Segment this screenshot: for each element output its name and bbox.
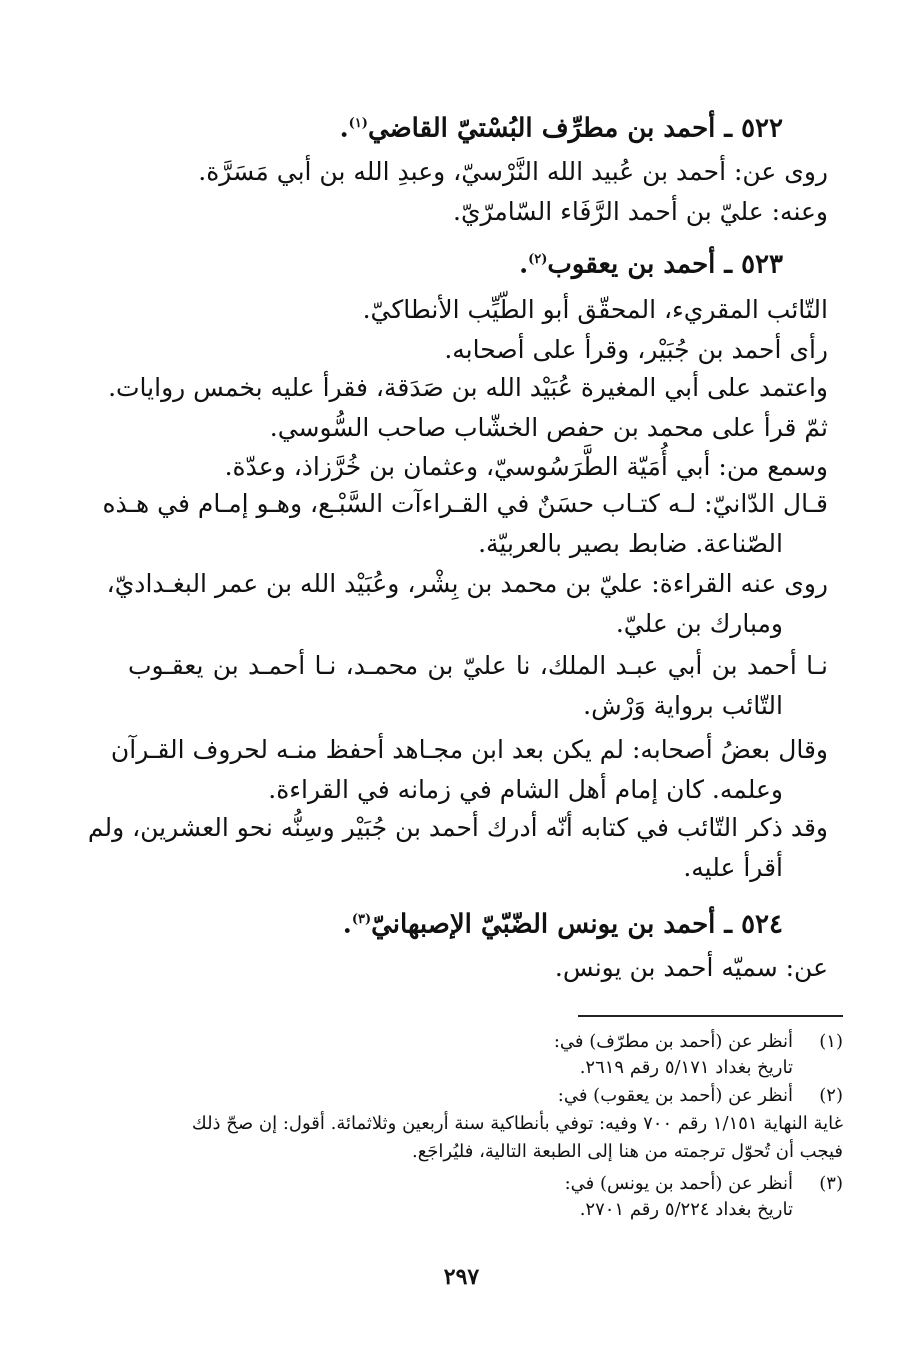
entry-heading-524: ٥٢٤ ـ أحمد بن يونس الضّبّيّ الإصبهانيّ$^{(٣)}$. [342,909,783,940]
footnote-line: تاريخ بغداد ٥/٢٢٤ رقم ٢٧٠١. [579,1199,793,1220]
entry-line: قـال الدّانيّ: لـه كتـاب حسَنٌ في القـراءآت السَّبْـع، وهـو إمـام في هـذه [102,489,828,518]
footnote-line: غاية النهاية ١/١٥١ رقم ٧٠٠ وفيه: توفي بأنطاكية سنة أربعين وثلاثمائة. أقول: إن صحّ ذلك [191,1113,843,1134]
entry-line: عن: سميّه أحمد بن يونس. [554,953,828,982]
entry-line: التّائب برواية وَرْش. [583,691,783,720]
entry-line: وقد ذكر التّائب في كتابه أنّه أدرك أحمد بن جُبَيْر وسِنُّه نحو العشرين، ولم [87,813,828,842]
page-number: ٢٩٧ [443,1264,480,1290]
footnote-separator [578,1015,843,1017]
entry-title: ٥٢٣ ـ أحمد بن يعقوب [547,249,783,280]
footnote-number: (٢) [819,1085,843,1106]
entry-heading-522: ٥٢٢ ـ أحمد بن مطرِّف البُسْتيّ القاضي$^{(١)}$. [339,113,783,144]
entry-line: ثمّ قرأ على محمد بن حفص الخشّاب صاحب السُّوسي. [269,413,828,442]
entry-title: ٥٢٤ ـ أحمد بن يونس الضّبّيّ الإصبهانيّ [371,909,783,940]
entry-line: وسمع من: أبي أُمَيّة الطَّرَسُوسيّ، وعثمان بن خُرَّزاذ، وعدّة. [224,452,828,481]
entry-title: ٥٢٢ ـ أحمد بن مطرِّف البُسْتيّ القاضي [367,113,783,144]
entry-line: روى عن: أحمد بن عُبيد الله النَّرْسيّ، وعبدِ الله بن أبي مَسَرَّة. [198,157,828,186]
entry-line: نـا أحمد بن أبي عبـد الملك، نا عليّ بن محمـد، نـا أحمـد بن يعقـوب [128,651,828,680]
footnote-ref: (٢) [528,252,548,267]
footnote-number: (٣) [819,1173,843,1194]
footnote-line: أنظر عن (أحمد بن يعقوب) في: [557,1085,793,1106]
footnote-ref: (٣) [351,912,372,927]
footnote-line: أنظر عن (أحمد بن مطرّف) في: [553,1031,793,1052]
footnote-ref: (١) [348,116,368,131]
entry-line: رأى أحمد بن جُبَيْر، وقرأ على أصحابه. [444,335,828,364]
entry-line: ومبارك بن عليّ. [615,609,783,638]
entry-line: التّائب المقريء، المحقّق أبو الطّيِّب الأنطاكيّ. [362,295,828,324]
entry-line: أقرأ عليه. [683,853,783,882]
entry-line: الصّناعة. ضابط بصير بالعربيّة. [478,529,783,558]
footnote-line: أنظر عن (أحمد بن يونس) في: [564,1173,793,1194]
entry-line: واعتمد على أبي المغيرة عُبَيْد الله بن صَدَقة، فقرأ عليه بخمس روايات. [108,373,828,402]
entry-heading-523: ٥٢٣ ـ أحمد بن يعقوب$^{(٢)}$. [519,249,783,280]
entry-line: وعلمه. كان إمام أهل الشام في زمانه في القراءة. [268,775,783,804]
footnote-number: (١) [819,1031,843,1052]
footnote-line: فيجب أن تُحوّل ترجمته من هنا إلى الطبعة التالية، فليُراجَع. [412,1141,843,1162]
footnote-line: تاريخ بغداد ٥/١٧١ رقم ٢٦١٩. [579,1057,793,1078]
entry-line: وقال بعضُ أصحابه: لم يكن بعد ابن مجـاهد أحفظ منـه لحروف القـرآن [110,735,828,764]
entry-line: وعنه: عليّ بن أحمد الرَّفَاء السّامرّيّ. [453,197,828,226]
entry-line: روى عنه القراءة: عليّ بن محمد بن بِشْر، وعُبَيْد الله بن عمر البغـداديّ، [106,569,828,598]
